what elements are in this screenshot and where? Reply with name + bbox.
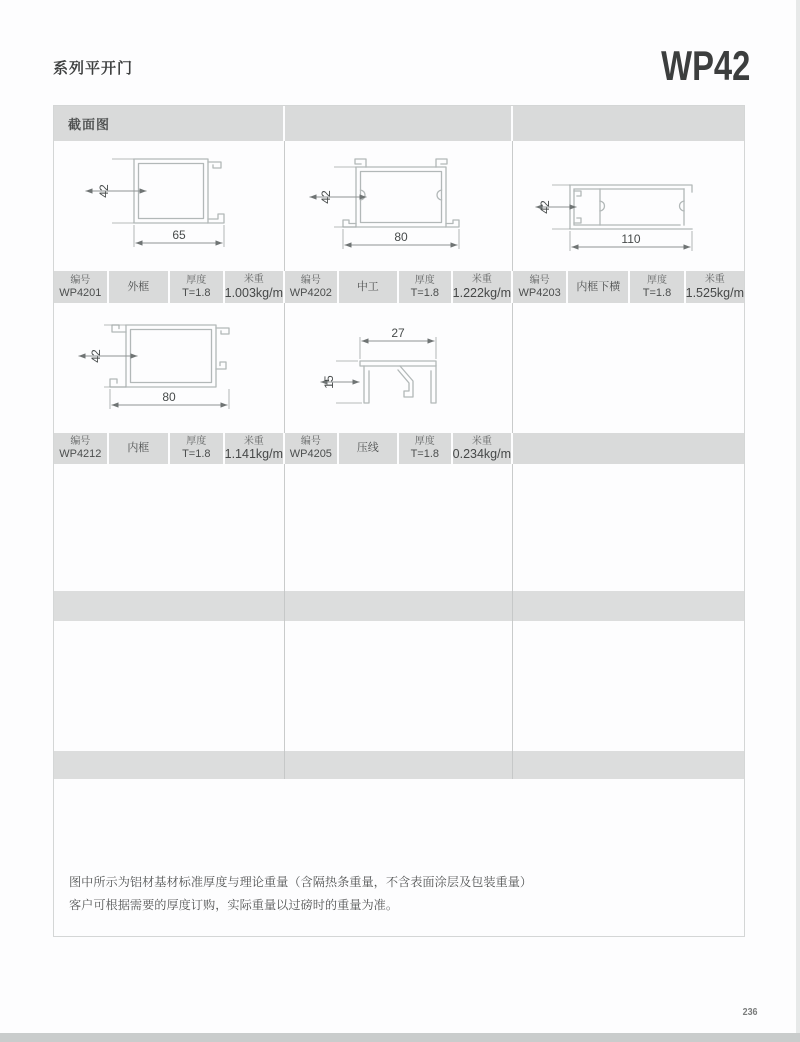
screw-boss: [360, 190, 365, 200]
profile-hook: [216, 328, 229, 334]
model-title: WP42: [660, 42, 750, 89]
weight-value: 1.525kg/m: [685, 285, 744, 300]
profile-outline: [570, 185, 692, 229]
spec-wp4202: [285, 271, 513, 303]
code-value: WP4202: [289, 286, 332, 299]
profile-outline: [360, 361, 436, 366]
dim-width-label: 110: [620, 232, 641, 246]
profile-hook: [110, 379, 126, 387]
empty-band-2: [54, 751, 744, 779]
empty-band-cell: [54, 591, 285, 621]
spec-thickness-cell: [399, 271, 453, 303]
code-label: 编号: [300, 274, 321, 286]
dim-height-label: 15: [321, 375, 336, 389]
drawing-cell-wp4212: [54, 303, 285, 433]
weight-label: 米重: [243, 435, 264, 447]
weight-value: 1.003kg/m: [224, 285, 283, 300]
drawing-cell-wp4201: [54, 141, 285, 271]
profile-drawing-wp4205: [286, 305, 512, 431]
weight-label: 米重: [471, 274, 492, 286]
spec-thickness-cell: [399, 433, 453, 464]
empty-cell: [285, 621, 513, 751]
spec-empty: [513, 433, 744, 464]
spec-weight-cell: [686, 271, 744, 303]
spec-wp4205: [285, 433, 513, 464]
page-number: 236: [743, 1006, 758, 1018]
profile-leg: [398, 366, 413, 397]
thickness-value: T=1.8: [182, 286, 211, 299]
spec-thickness-cell: [170, 433, 225, 464]
thickness-label: 厚度: [186, 436, 207, 448]
empty-cell: [54, 621, 285, 751]
dim-width-label: 65: [172, 228, 186, 242]
code-value: WP4201: [59, 286, 102, 299]
header-cell-3: [513, 106, 744, 141]
dim-width-label: 80: [393, 230, 408, 244]
spec-weight-cell: [453, 433, 511, 464]
weight-label: 米重: [704, 274, 725, 286]
drawing-cell-wp4203: [513, 141, 744, 271]
weight-label: 米重: [471, 435, 492, 447]
note-line-1: 图中所示为铝材基材标准厚度与理论重量（含隔热条重量，不含表面涂层及包装重量）: [69, 875, 533, 889]
spec-wp4203: [513, 271, 744, 303]
thickness-value: T=1.8: [410, 448, 440, 461]
notes: [69, 871, 532, 916]
page-edge-right: [796, 0, 800, 1042]
profile-outline: [126, 325, 216, 387]
profile-hook: [574, 191, 581, 196]
name-value: 外框: [127, 280, 150, 293]
thickness-label: 厚度: [186, 274, 207, 286]
profile-flange: [446, 220, 459, 227]
spec-code-cell: [54, 433, 109, 464]
empty-row-1: [54, 464, 744, 591]
table-header-row: [54, 106, 744, 141]
code-value: WP4212: [59, 448, 102, 461]
thickness-label: 厚度: [646, 274, 667, 286]
code-value: WP4205: [289, 448, 332, 461]
drawing-row-1: [54, 141, 744, 271]
empty-cell: [54, 464, 285, 591]
spec-code-cell: [285, 271, 339, 303]
thickness-label: 厚度: [414, 436, 435, 448]
spec-name-cell: [339, 271, 399, 303]
code-value: WP4203: [518, 286, 561, 299]
drawing-cell-empty: [513, 303, 744, 433]
name-value: 中工: [356, 280, 379, 293]
dim-width-label: 27: [390, 326, 405, 340]
name-value: 压线: [356, 442, 379, 455]
spec-row-2: [54, 433, 744, 464]
empty-band-1: [54, 591, 744, 621]
profile-outline: [356, 167, 446, 227]
empty-cell: [285, 464, 513, 591]
profile-flange: [343, 220, 356, 227]
spec-name-cell: [109, 433, 170, 464]
thickness-value: T=1.8: [410, 286, 440, 299]
empty-cell: [513, 464, 744, 591]
spec-thickness-cell: [630, 271, 685, 303]
screw-boss: [437, 190, 442, 200]
header-cell-1: [54, 106, 285, 141]
empty-row-2: [54, 621, 744, 751]
spec-wp4212: [54, 433, 285, 464]
spec-weight-cell: [453, 271, 511, 303]
weight-value: 1.222kg/m: [452, 285, 512, 300]
profile-leg: [364, 366, 369, 403]
spec-row-1: [54, 271, 744, 303]
dim-height-label: 42: [318, 190, 333, 204]
weight-value: 0.234kg/m: [452, 447, 512, 462]
drawing-row-2: [54, 303, 744, 433]
screw-boss: [679, 201, 684, 211]
thickness-value: T=1.8: [642, 286, 672, 299]
profile-drawing-wp4201: [56, 143, 282, 269]
drawing-cell-wp4202: [285, 141, 513, 271]
section-header-label: 截面图: [68, 117, 111, 132]
header-cell-2: [285, 106, 513, 141]
spec-code-cell: [513, 271, 568, 303]
code-label: 编号: [70, 436, 91, 448]
spec-weight-cell: [225, 271, 283, 303]
spec-name-cell: [109, 271, 170, 303]
spec-wp4201: [54, 271, 285, 303]
code-label: 编号: [300, 436, 321, 448]
spec-name-cell: [568, 271, 630, 303]
profile-hook: [355, 159, 366, 167]
empty-cell: [513, 621, 744, 751]
empty-band-cell: [513, 591, 744, 621]
dim-height-label: 42: [537, 200, 552, 214]
code-label: 编号: [529, 274, 550, 286]
code-label: 编号: [70, 274, 91, 286]
empty-band-cell: [285, 591, 513, 621]
weight-label: 米重: [243, 274, 264, 286]
profile-hook: [208, 162, 221, 168]
screw-boss: [600, 201, 605, 211]
thickness-value: T=1.8: [182, 448, 211, 461]
profile-hook: [574, 218, 581, 223]
profile-hook: [436, 159, 447, 167]
spec-code-cell: [54, 271, 109, 303]
name-value: 内框下横: [576, 280, 621, 293]
empty-band-cell: [54, 751, 285, 779]
spec-weight-cell: [225, 433, 283, 464]
profile-drawing-wp4203: [516, 143, 742, 269]
note-line-2: 客户可根据需要的厚度订购，实际重量以过磅时的重量为准。: [69, 897, 399, 912]
spec-name-cell: [339, 433, 399, 464]
dim-height-label: 42: [89, 349, 103, 363]
spec-code-cell: [285, 433, 339, 464]
page-edge-bottom: [0, 1033, 800, 1042]
profile-drawing-wp4212: [56, 305, 282, 431]
empty-band-cell: [285, 751, 513, 779]
note-row: [54, 779, 744, 938]
series-title: 系列平开门: [53, 60, 134, 77]
section-table: [53, 105, 745, 937]
dim-width-label: 80: [162, 390, 176, 404]
profile-hook: [112, 325, 126, 332]
thickness-label: 厚度: [414, 274, 435, 286]
profile-drawing-wp4202: [286, 143, 512, 269]
empty-band-cell: [513, 751, 744, 779]
profile-leg: [431, 366, 436, 403]
dim-height-label: 42: [97, 184, 111, 198]
drawing-cell-wp4205: [285, 303, 513, 433]
profile-hook: [216, 362, 226, 369]
spec-thickness-cell: [170, 271, 225, 303]
name-value: 内框: [127, 442, 150, 455]
weight-value: 1.141kg/m: [224, 447, 283, 462]
profile-hook: [208, 214, 224, 223]
